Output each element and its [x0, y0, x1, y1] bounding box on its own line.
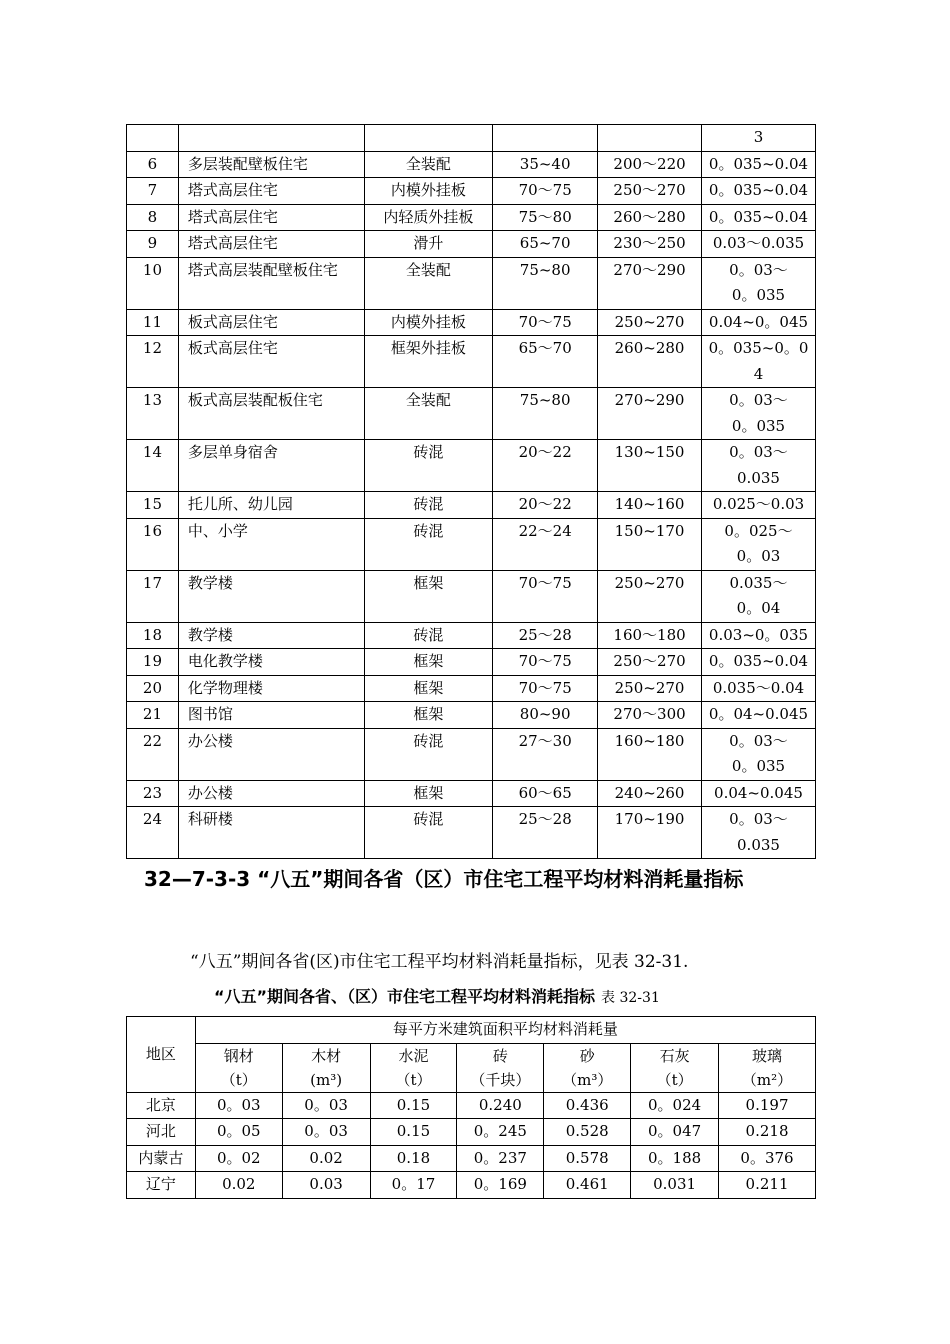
value-cell: 0。245 [457, 1119, 544, 1146]
building-type: 中、小学 [178, 518, 364, 570]
value-cell [702, 336, 816, 388]
column-header [282, 1043, 370, 1092]
value-cell: 0.031 [631, 1172, 719, 1199]
group-header: 每平方米建筑面积平均材料消耗量 [195, 1017, 815, 1044]
value-line: 0.035 [737, 835, 780, 854]
value-cell: 70～75 [493, 675, 598, 702]
value-cell: 0.578 [544, 1145, 631, 1172]
value-cell: 75~80 [493, 257, 598, 309]
value-cell: 0。237 [457, 1145, 544, 1172]
value-cell: 270~290 [598, 388, 702, 440]
column-header-row [127, 1043, 816, 1092]
value-cell [702, 388, 816, 440]
row-number: 8 [127, 204, 179, 231]
value-line: 0.03～0.035 [712, 234, 805, 252]
column-header [544, 1043, 631, 1092]
column-unit: （m³） [562, 1070, 613, 1089]
structure-type [364, 125, 493, 152]
table-row [127, 1172, 816, 1199]
row-number: 15 [127, 492, 179, 519]
building-type: 塔式高层住宅 [178, 178, 364, 205]
value-cell: 35~40 [493, 151, 598, 178]
value-cell: 25～28 [493, 807, 598, 859]
row-number: 10 [127, 257, 179, 309]
value-cell: 0.15 [370, 1119, 457, 1146]
column-header [631, 1043, 719, 1092]
row-number: 24 [127, 807, 179, 859]
value-cell: 150~170 [598, 518, 702, 570]
structure-type: 砖混 [364, 518, 493, 570]
table-row [127, 336, 816, 388]
value-cell: 70～75 [493, 570, 598, 622]
building-type: 多层单身宿舍 [178, 440, 364, 492]
row-number: 9 [127, 231, 179, 258]
building-type: 板式高层住宅 [178, 336, 364, 388]
value-cell: 230～250 [598, 231, 702, 258]
column-header [370, 1043, 457, 1092]
column-name: 石灰 [659, 1046, 690, 1065]
value-cell [702, 728, 816, 780]
table-row [127, 257, 816, 309]
structure-type: 砖混 [364, 728, 493, 780]
value-cell: 250～270 [598, 178, 702, 205]
building-type: 教学楼 [178, 622, 364, 649]
value-cell: 0。047 [631, 1119, 719, 1146]
value-cell: 170~190 [598, 807, 702, 859]
value-cell: 70～75 [493, 309, 598, 336]
building-type: 化学物理楼 [178, 675, 364, 702]
column-name: 砂 [579, 1046, 595, 1065]
value-cell [493, 125, 598, 152]
table-caption [214, 984, 660, 1007]
column-name: 水泥 [398, 1046, 429, 1065]
structure-type: 框架外挂板 [364, 336, 493, 388]
value-cell: 160~180 [598, 728, 702, 780]
column-name: 砖 [492, 1046, 508, 1065]
value-line: 0.03~0。035 [708, 625, 809, 644]
value-cell: 260～280 [598, 204, 702, 231]
value-line: 0。03～ [729, 391, 788, 409]
value-cell: 130~150 [598, 440, 702, 492]
value-line: 0.035 [737, 468, 780, 487]
table-row [127, 570, 816, 622]
value-line: 0。035~0.04 [708, 207, 809, 226]
value-cell [702, 492, 816, 519]
header-row [127, 1017, 816, 1044]
column-unit: （t） [656, 1070, 693, 1089]
value-cell [702, 649, 816, 676]
structure-type: 砖混 [364, 807, 493, 859]
table-row [127, 702, 816, 729]
value-cell: 0.02 [282, 1145, 370, 1172]
building-type: 办公楼 [178, 780, 364, 807]
structure-type: 滑升 [364, 231, 493, 258]
value-cell [702, 440, 816, 492]
column-header [719, 1043, 816, 1092]
structure-type: 全装配 [364, 151, 493, 178]
value-line: 3 [753, 128, 764, 146]
column-unit: （千块） [470, 1070, 531, 1089]
value-cell: 65~70 [493, 231, 598, 258]
row-number: 19 [127, 649, 179, 676]
table-row [127, 780, 816, 807]
value-cell: 160～180 [598, 622, 702, 649]
value-cell: 0。169 [457, 1172, 544, 1199]
value-line: 0.04~0.045 [714, 783, 803, 802]
value-cell: 27～30 [493, 728, 598, 780]
table-row [127, 492, 816, 519]
column-header [457, 1043, 544, 1092]
value-cell: 0.03 [282, 1172, 370, 1199]
value-line: 0。03～ [729, 443, 788, 461]
table-row [127, 1145, 816, 1172]
column-name: 玻璃 [752, 1046, 783, 1065]
row-number [127, 125, 179, 152]
building-type: 办公楼 [178, 728, 364, 780]
table-row [127, 1119, 816, 1146]
column-unit: （t） [220, 1070, 257, 1089]
building-type: 塔式高层装配壁板住宅 [178, 257, 364, 309]
value-cell: 0.240 [457, 1092, 544, 1119]
table-row [127, 125, 816, 152]
row-number: 17 [127, 570, 179, 622]
value-cell [702, 675, 816, 702]
region-cell: 北京 [127, 1092, 196, 1119]
table-row [127, 204, 816, 231]
value-cell: 70～75 [493, 649, 598, 676]
table-row [127, 309, 816, 336]
building-type: 多层装配壁板住宅 [178, 151, 364, 178]
table-row [127, 807, 816, 859]
table-row [127, 518, 816, 570]
value-cell [702, 807, 816, 859]
value-cell: 0。02 [195, 1145, 282, 1172]
value-line: 0。04 [736, 599, 781, 617]
value-cell [702, 178, 816, 205]
table-row [127, 675, 816, 702]
value-cell: 65～70 [493, 336, 598, 388]
value-cell: 75~80 [493, 388, 598, 440]
value-cell: 250~270 [598, 570, 702, 622]
row-number: 16 [127, 518, 179, 570]
value-line: 0。04~0.045 [708, 705, 809, 723]
structure-type: 砖混 [364, 622, 493, 649]
building-type-table [126, 124, 816, 859]
column-unit: （m²） [741, 1070, 793, 1089]
value-line: 0。035~0。0 [708, 339, 809, 357]
value-cell: 0.211 [719, 1172, 816, 1199]
value-cell: 270～300 [598, 702, 702, 729]
column-unit: (m³) [310, 1070, 343, 1089]
value-cell [702, 125, 816, 152]
structure-type: 框架 [364, 702, 493, 729]
value-line: 0。035 [731, 286, 786, 304]
value-line: 0.025～0.03 [712, 495, 805, 513]
value-line: 0.04~0。045 [708, 312, 809, 331]
value-line: 0。035 [731, 757, 786, 775]
column-name: 钢材 [223, 1046, 254, 1065]
structure-type: 全装配 [364, 257, 493, 309]
table-caption-text: “八五”期间各省、（区）市住宅工程平均材料消耗指标 [214, 987, 596, 1006]
building-type: 电化教学楼 [178, 649, 364, 676]
structure-type: 内轻质外挂板 [364, 204, 493, 231]
row-number: 6 [127, 151, 179, 178]
row-number: 11 [127, 309, 179, 336]
value-cell [702, 702, 816, 729]
table-row [127, 649, 816, 676]
table-row [127, 231, 816, 258]
value-cell: 0。17 [370, 1172, 457, 1199]
material-consumption-table [126, 1016, 816, 1199]
building-type: 塔式高层住宅 [178, 204, 364, 231]
value-cell: 22～24 [493, 518, 598, 570]
value-line: 0。035~0.04 [708, 181, 809, 199]
table-row [127, 622, 816, 649]
region-cell: 内蒙古 [127, 1145, 196, 1172]
building-type: 图书馆 [178, 702, 364, 729]
value-cell [702, 309, 816, 336]
value-cell [598, 125, 702, 152]
structure-type: 砖混 [364, 492, 493, 519]
value-cell: 250～270 [598, 649, 702, 676]
value-cell [702, 151, 816, 178]
structure-type: 框架 [364, 570, 493, 622]
region-cell: 辽宁 [127, 1172, 196, 1199]
structure-type: 内模外挂板 [364, 178, 493, 205]
row-number: 18 [127, 622, 179, 649]
value-cell: 270～290 [598, 257, 702, 309]
value-cell: 250~270 [598, 309, 702, 336]
value-line: 0。03～ [729, 810, 788, 828]
row-number: 20 [127, 675, 179, 702]
value-cell: 0.15 [370, 1092, 457, 1119]
value-cell: 140~160 [598, 492, 702, 519]
value-cell: 240~260 [598, 780, 702, 807]
region-cell: 河北 [127, 1119, 196, 1146]
value-cell: 0.02 [195, 1172, 282, 1199]
value-cell [702, 204, 816, 231]
value-cell: 0.197 [719, 1092, 816, 1119]
building-type: 科研楼 [178, 807, 364, 859]
value-line: 0。035~0.04 [708, 154, 809, 173]
value-cell: 260~280 [598, 336, 702, 388]
table-number: 表 32-31 [601, 990, 660, 1006]
building-type: 教学楼 [178, 570, 364, 622]
value-cell [702, 780, 816, 807]
table-row [127, 1092, 816, 1119]
row-number: 7 [127, 178, 179, 205]
building-type: 托儿所、幼儿园 [178, 492, 364, 519]
value-cell: 75～80 [493, 204, 598, 231]
value-line: 0.035～ [729, 573, 788, 592]
region-header: 地区 [127, 1017, 196, 1093]
row-number: 21 [127, 702, 179, 729]
table-row [127, 388, 816, 440]
value-cell: 250~270 [598, 675, 702, 702]
section-paragraph: “八五”期间各省(区)市住宅工程平均材料消耗量指标，见表 32-31. [190, 952, 689, 972]
value-cell: 20～22 [493, 440, 598, 492]
column-header [195, 1043, 282, 1092]
value-cell: 60～65 [493, 780, 598, 807]
value-line: 0。03～ [729, 260, 788, 279]
section-heading: 32—7-3-3 “八五”期间各省（区）市住宅工程平均材料消耗量指标 [144, 867, 744, 891]
row-number: 14 [127, 440, 179, 492]
value-cell: 0.461 [544, 1172, 631, 1199]
table-row [127, 728, 816, 780]
value-cell: 0。03 [195, 1092, 282, 1119]
value-cell: 0。376 [719, 1145, 816, 1172]
building-type: 板式高层住宅 [178, 309, 364, 336]
value-line: 0。03～ [729, 731, 788, 750]
value-cell: 0。03 [282, 1092, 370, 1119]
structure-type: 框架 [364, 675, 493, 702]
table-row [127, 151, 816, 178]
value-cell [702, 231, 816, 258]
value-line: 0。025～ [724, 521, 793, 540]
value-cell: 0.18 [370, 1145, 457, 1172]
value-cell: 0。05 [195, 1119, 282, 1146]
value-cell: 0.528 [544, 1119, 631, 1146]
value-line: 0。035 [731, 416, 786, 435]
column-name: 木材 [311, 1046, 342, 1065]
building-type: 塔式高层住宅 [178, 231, 364, 258]
row-number: 13 [127, 388, 179, 440]
building-type: 板式高层装配板住宅 [178, 388, 364, 440]
value-cell: 80~90 [493, 702, 598, 729]
value-cell: 70～75 [493, 178, 598, 205]
structure-type: 全装配 [364, 388, 493, 440]
value-line: 0。035~0.04 [708, 652, 809, 670]
value-cell: 0.436 [544, 1092, 631, 1119]
structure-type: 内模外挂板 [364, 309, 493, 336]
value-cell: 200～220 [598, 151, 702, 178]
value-line: 0。03 [736, 547, 781, 565]
value-cell [702, 570, 816, 622]
value-line: 0.035～0.04 [712, 678, 805, 697]
value-cell [702, 622, 816, 649]
value-cell: 0。024 [631, 1092, 719, 1119]
table-row [127, 178, 816, 205]
value-cell: 25～28 [493, 622, 598, 649]
value-cell [702, 257, 816, 309]
value-cell: 0。188 [631, 1145, 719, 1172]
row-number: 23 [127, 780, 179, 807]
value-line: 4 [753, 364, 764, 383]
table-row [127, 440, 816, 492]
building-type [178, 125, 364, 152]
value-cell: 0.218 [719, 1119, 816, 1146]
value-cell: 0。03 [282, 1119, 370, 1146]
value-cell [702, 518, 816, 570]
row-number: 12 [127, 336, 179, 388]
structure-type: 砖混 [364, 440, 493, 492]
value-cell: 20～22 [493, 492, 598, 519]
row-number: 22 [127, 728, 179, 780]
structure-type: 框架 [364, 649, 493, 676]
column-unit: （t） [395, 1070, 432, 1089]
structure-type: 框架 [364, 780, 493, 807]
